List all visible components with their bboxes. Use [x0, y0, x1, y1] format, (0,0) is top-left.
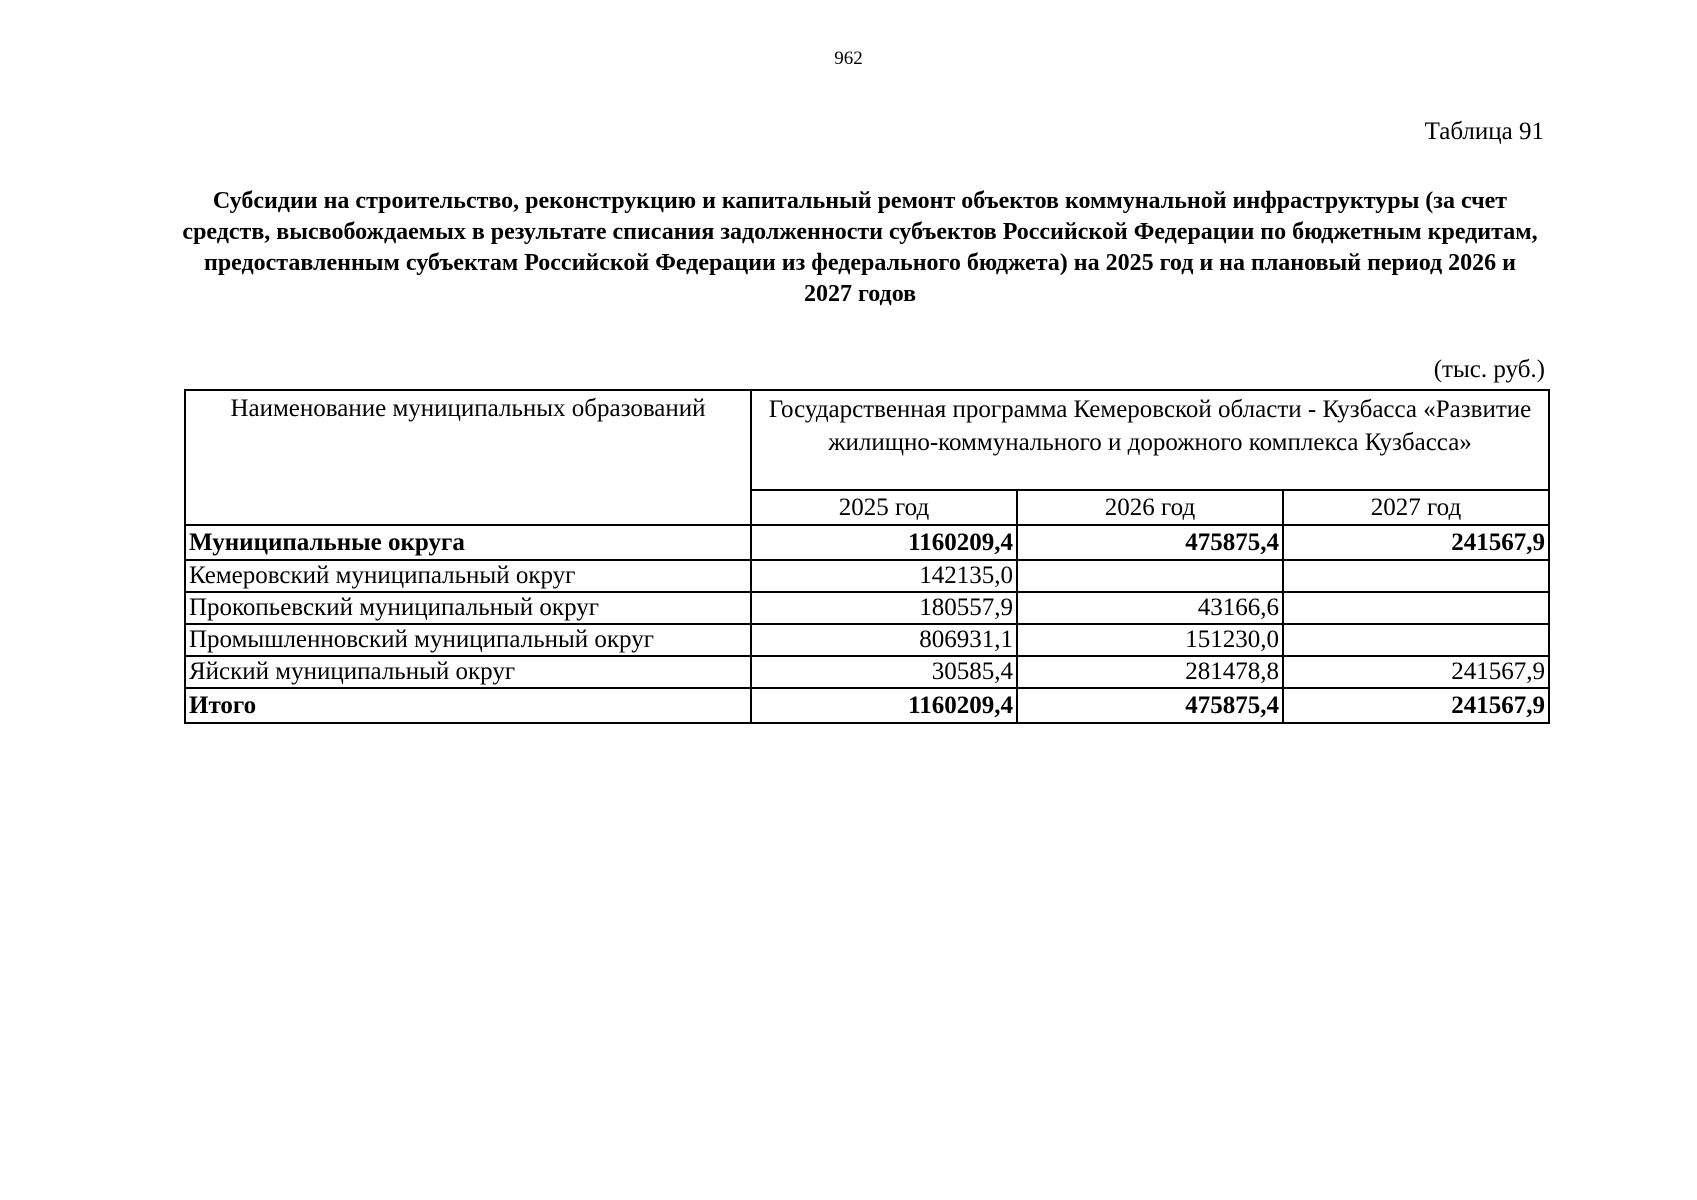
- subsidies-table: [184, 389, 1550, 724]
- table-row: [185, 656, 1549, 688]
- value-2025: 1160209,4: [751, 688, 1017, 723]
- value-2026: 281478,8: [1017, 656, 1283, 688]
- table-row: [185, 560, 1549, 592]
- header-municipality-name: Наименование муниципальных образований: [185, 390, 751, 525]
- value-2027: 241567,9: [1283, 656, 1549, 688]
- value-2025: 806931,1: [751, 624, 1017, 656]
- value-2025: 1160209,4: [751, 525, 1017, 560]
- value-2027: [1283, 592, 1549, 624]
- value-2026: [1017, 560, 1283, 592]
- table-row-total: [185, 688, 1549, 723]
- value-2025: 142135,0: [751, 560, 1017, 592]
- header-year-2026: 2026 год: [1017, 490, 1283, 525]
- value-2027: 241567,9: [1283, 688, 1549, 723]
- header-year-2027: 2027 год: [1283, 490, 1549, 525]
- value-2025: 30585,4: [751, 656, 1017, 688]
- value-2026: 151230,0: [1017, 624, 1283, 656]
- document-title: Субсидии на строительство, реконструкцию и капитальный ремонт объектов коммунальной инфраструктуры (за счет средств, высвобождаемых в результате списания задолженности субъектов Российской Федерации по бюджетным кредитам, предоставленным субъектам Российской Федерации из федерального бюджета) на 2025 год и на плановый период 2026 и 2027 годов: [182, 188, 1538, 307]
- table-row: [185, 624, 1549, 656]
- table-label: Таблица 91: [1424, 118, 1544, 145]
- header-year-2025: 2025 год: [751, 490, 1017, 525]
- header-state-program: Государственная программа Кемеровской области - Кузбасса «Развитие жилищно-коммунального и дорожного комплекса Кузбасса»: [751, 390, 1549, 490]
- row-name: Итого: [185, 688, 751, 723]
- value-2026: 43166,6: [1017, 592, 1283, 624]
- table-row: [185, 592, 1549, 624]
- value-2026: 475875,4: [1017, 688, 1283, 723]
- value-2027: [1283, 560, 1549, 592]
- page-number: 962: [834, 48, 863, 69]
- row-name: Промышленновский муниципальный округ: [185, 624, 751, 656]
- row-name: Кемеровский муниципальный округ: [185, 560, 751, 592]
- row-name: Прокопьевский муниципальный округ: [185, 592, 751, 624]
- row-name: Муниципальные округа: [185, 525, 751, 560]
- value-2026: 475875,4: [1017, 525, 1283, 560]
- value-2027: [1283, 624, 1549, 656]
- value-2027: 241567,9: [1283, 525, 1549, 560]
- units-label: (тыс. руб.): [1433, 356, 1545, 383]
- table-row-subtotal: [185, 525, 1549, 560]
- value-2025: 180557,9: [751, 592, 1017, 624]
- row-name: Яйский муниципальный округ: [185, 656, 751, 688]
